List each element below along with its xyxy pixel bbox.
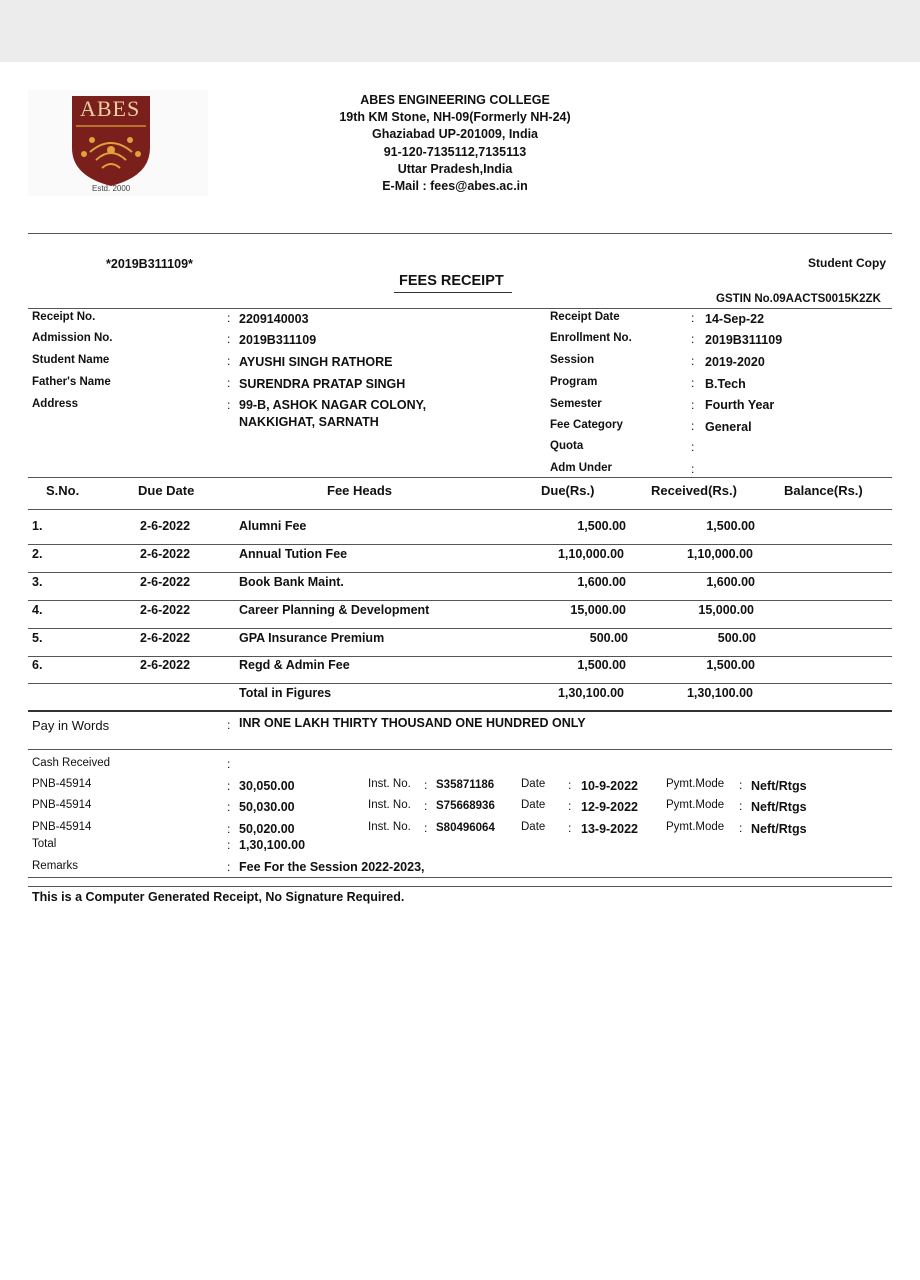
colon: : — [227, 860, 231, 874]
remarks-label: Remarks — [32, 860, 79, 872]
row-divider — [28, 544, 892, 545]
table-top-divider — [28, 477, 892, 478]
colon: : — [227, 354, 231, 368]
remarks-divider — [28, 877, 892, 878]
date-label: Date — [521, 778, 546, 790]
table-cell-due: 1,500.00 — [577, 658, 626, 672]
semester-value: Fourth Year — [705, 398, 775, 412]
table-cell-received: 500.00 — [717, 631, 756, 645]
footer-divider — [28, 886, 892, 887]
address-line-state: Uttar Pradesh,India — [397, 161, 513, 176]
total-label: Total in Figures — [239, 686, 332, 700]
row-divider — [28, 572, 892, 573]
inst-no-label: Inst. No. — [368, 821, 411, 833]
total-received: 1,30,100.00 — [686, 686, 753, 700]
payment-date: 13-9-2022 — [581, 822, 638, 836]
colon: : — [568, 821, 572, 835]
fee-category-label: Fee Category — [550, 419, 623, 431]
table-cell-due: 1,10,000.00 — [557, 547, 624, 561]
table-cell-fee-head: Annual Tution Fee — [239, 547, 348, 561]
table-cell-fee-head: Career Planning & Development — [239, 603, 430, 617]
student-name-label: Student Name — [32, 354, 110, 366]
enrollment-no-label: Enrollment No. — [550, 332, 632, 344]
pymt-mode-value: Neft/Rtgs — [751, 800, 807, 814]
pymt-mode-value: Neft/Rtgs — [751, 779, 807, 793]
colon: : — [227, 332, 231, 346]
table-cell-due: 15,000.00 — [570, 603, 626, 617]
date-label: Date — [521, 799, 546, 811]
colon: : — [568, 799, 572, 813]
colon: : — [227, 779, 231, 793]
table-cell-fee-head: Book Bank Maint. — [239, 575, 344, 589]
colon: : — [227, 800, 231, 814]
colon: : — [227, 838, 231, 852]
table-cell-due-date: 2-6-2022 — [140, 547, 191, 561]
semester-label: Semester — [550, 398, 602, 410]
address-value-line-2: NAKKIGHAT, SARNATH — [239, 415, 379, 429]
header-sno: S.No. — [46, 483, 80, 498]
quota-label: Quota — [550, 440, 584, 452]
address-line-2: Ghaziabad UP-201009, India — [371, 127, 539, 142]
colon: : — [691, 311, 695, 325]
colon: : — [739, 778, 743, 792]
table-cell-fee-head: Alumni Fee — [239, 519, 307, 533]
address-label: Address — [32, 398, 79, 410]
payments-total-value: 1,30,100.00 — [239, 838, 306, 852]
payment-date: 10-9-2022 — [581, 779, 638, 793]
row-divider — [28, 656, 892, 657]
table-bottom-divider — [28, 710, 892, 712]
admission-no-label: Admission No. — [32, 332, 113, 344]
address-value-line-1: 99-B, ASHOK NAGAR COLONY, — [239, 398, 427, 412]
pymt-mode-label: Pymt.Mode — [666, 821, 725, 833]
colon: : — [691, 419, 695, 433]
remarks-value: Fee For the Session 2022-2023, — [239, 860, 425, 874]
words-divider — [28, 749, 892, 750]
inst-no-label: Inst. No. — [368, 778, 411, 790]
session-value: 2019-2020 — [705, 355, 765, 369]
barcode-id: *2019B311109* — [106, 257, 193, 271]
colon: : — [227, 376, 231, 390]
address-line-1: 19th KM Stone, NH-09(Formerly NH-24) — [339, 110, 571, 125]
program-value: B.Tech — [705, 377, 746, 391]
header-divider — [28, 233, 892, 234]
admission-no-value: 2019B311109 — [239, 333, 317, 347]
inst-no-value: S75668936 — [436, 800, 495, 812]
colon: : — [691, 332, 695, 346]
table-cell-due-date: 2-6-2022 — [140, 603, 191, 617]
colon: : — [691, 376, 695, 390]
table-header-divider — [28, 509, 892, 510]
payment-amount: 50,020.00 — [239, 822, 295, 836]
table-cell-due: 500.00 — [589, 631, 628, 645]
table-cell-due-date: 2-6-2022 — [140, 658, 191, 672]
inst-no-label: Inst. No. — [368, 799, 411, 811]
info-top-divider — [28, 308, 892, 309]
table-cell-due-date: 2-6-2022 — [140, 575, 191, 589]
colon: : — [739, 799, 743, 813]
payments-total-label: Total — [32, 838, 57, 850]
colon: : — [424, 799, 428, 813]
colon: : — [227, 822, 231, 836]
fathers-name-value: SURENDRA PRATAP SINGH — [239, 377, 406, 391]
pymt-mode-value: Neft/Rtgs — [751, 822, 807, 836]
header-due-date: Due Date — [138, 483, 195, 498]
payment-bank: PNB-45914 — [32, 821, 92, 833]
colon: : — [227, 398, 231, 412]
table-cell-received: 1,10,000.00 — [686, 547, 753, 561]
colon: : — [691, 440, 695, 454]
table-cell-sno: 1. — [32, 519, 43, 533]
table-cell-received: 1,500.00 — [706, 519, 755, 533]
colon: : — [424, 821, 428, 835]
session-label: Session — [550, 354, 595, 366]
enrollment-no-value: 2019B311109 — [705, 333, 783, 347]
logo-estd: Estd. 2000 — [92, 184, 131, 193]
pay-in-words-value: INR ONE LAKH THIRTY THOUSAND ONE HUNDRED ONLY — [239, 716, 586, 730]
college-name: ABES ENGINEERING COLLEGE — [360, 93, 550, 107]
table-cell-fee-head: Regd & Admin Fee — [239, 658, 350, 672]
table-cell-received: 15,000.00 — [698, 603, 754, 617]
copy-label: Student Copy — [808, 256, 886, 270]
payment-amount: 50,030.00 — [239, 800, 295, 814]
header-fee-heads: Fee Heads — [327, 483, 393, 498]
table-cell-due-date: 2-6-2022 — [140, 631, 191, 645]
top-bar — [0, 0, 920, 62]
row-divider — [28, 628, 892, 629]
header-balance: Balance(Rs.) — [784, 483, 863, 498]
phone-line: 91-120-7135112,7135113 — [383, 144, 527, 159]
receipt-no-label: Receipt No. — [32, 311, 96, 323]
adm-under-label: Adm Under — [550, 462, 612, 474]
payment-date: 12-9-2022 — [581, 800, 638, 814]
colon: : — [691, 354, 695, 368]
logo-text: ABES — [80, 96, 141, 121]
pay-in-words-label: Pay in Words — [32, 718, 110, 733]
footer-note: This is a Computer Generated Receipt, No Signature Required. — [32, 890, 405, 904]
payment-bank: PNB-45914 — [32, 778, 92, 790]
total-due: 1,30,100.00 — [557, 686, 624, 700]
header-due: Due(Rs.) — [541, 483, 595, 498]
table-cell-sno: 4. — [32, 603, 43, 617]
title-underline — [394, 292, 512, 293]
colon: : — [568, 778, 572, 792]
table-cell-received: 1,600.00 — [706, 575, 755, 589]
colon: : — [227, 757, 231, 771]
date-label: Date — [521, 821, 546, 833]
college-logo — [28, 90, 208, 196]
fee-category-value: General — [705, 420, 752, 434]
table-cell-sno: 6. — [32, 658, 43, 672]
inst-no-value: S35871186 — [436, 779, 495, 791]
row-divider — [28, 683, 892, 684]
table-cell-received: 1,500.00 — [706, 658, 755, 672]
cash-received-label: Cash Received — [32, 757, 110, 769]
receipt-date-label: Receipt Date — [550, 311, 620, 323]
colon: : — [691, 398, 695, 412]
program-label: Program — [550, 376, 598, 388]
gstin: GSTIN No.09AACTS0015K2ZK — [716, 293, 881, 305]
colon: : — [424, 778, 428, 792]
table-cell-sno: 5. — [32, 631, 43, 645]
colon: : — [227, 718, 231, 732]
table-cell-due: 1,600.00 — [577, 575, 626, 589]
table-cell-fee-head: GPA Insurance Premium — [239, 631, 385, 645]
inst-no-value: S80496064 — [436, 822, 495, 834]
payment-amount: 30,050.00 — [239, 779, 295, 793]
table-cell-sno: 2. — [32, 547, 43, 561]
payment-bank: PNB-45914 — [32, 799, 92, 811]
header-received: Received(Rs.) — [651, 483, 737, 498]
colon: : — [227, 311, 231, 325]
table-cell-sno: 3. — [32, 575, 43, 589]
pymt-mode-label: Pymt.Mode — [666, 799, 725, 811]
pymt-mode-label: Pymt.Mode — [666, 778, 725, 790]
row-divider — [28, 600, 892, 601]
colon: : — [739, 821, 743, 835]
receipt-date-value: 14-Sep-22 — [705, 312, 765, 326]
fathers-name-label: Father's Name — [32, 376, 111, 388]
table-cell-due: 1,500.00 — [577, 519, 626, 533]
receipt-no-value: 2209140003 — [239, 312, 309, 326]
college-header — [300, 92, 610, 195]
email-line: E-Mail : fees@abes.ac.in — [382, 179, 528, 194]
student-name-value: AYUSHI SINGH RATHORE — [239, 355, 393, 369]
receipt-title: FEES RECEIPT — [399, 273, 504, 289]
colon: : — [691, 462, 695, 476]
table-cell-due-date: 2-6-2022 — [140, 519, 191, 533]
